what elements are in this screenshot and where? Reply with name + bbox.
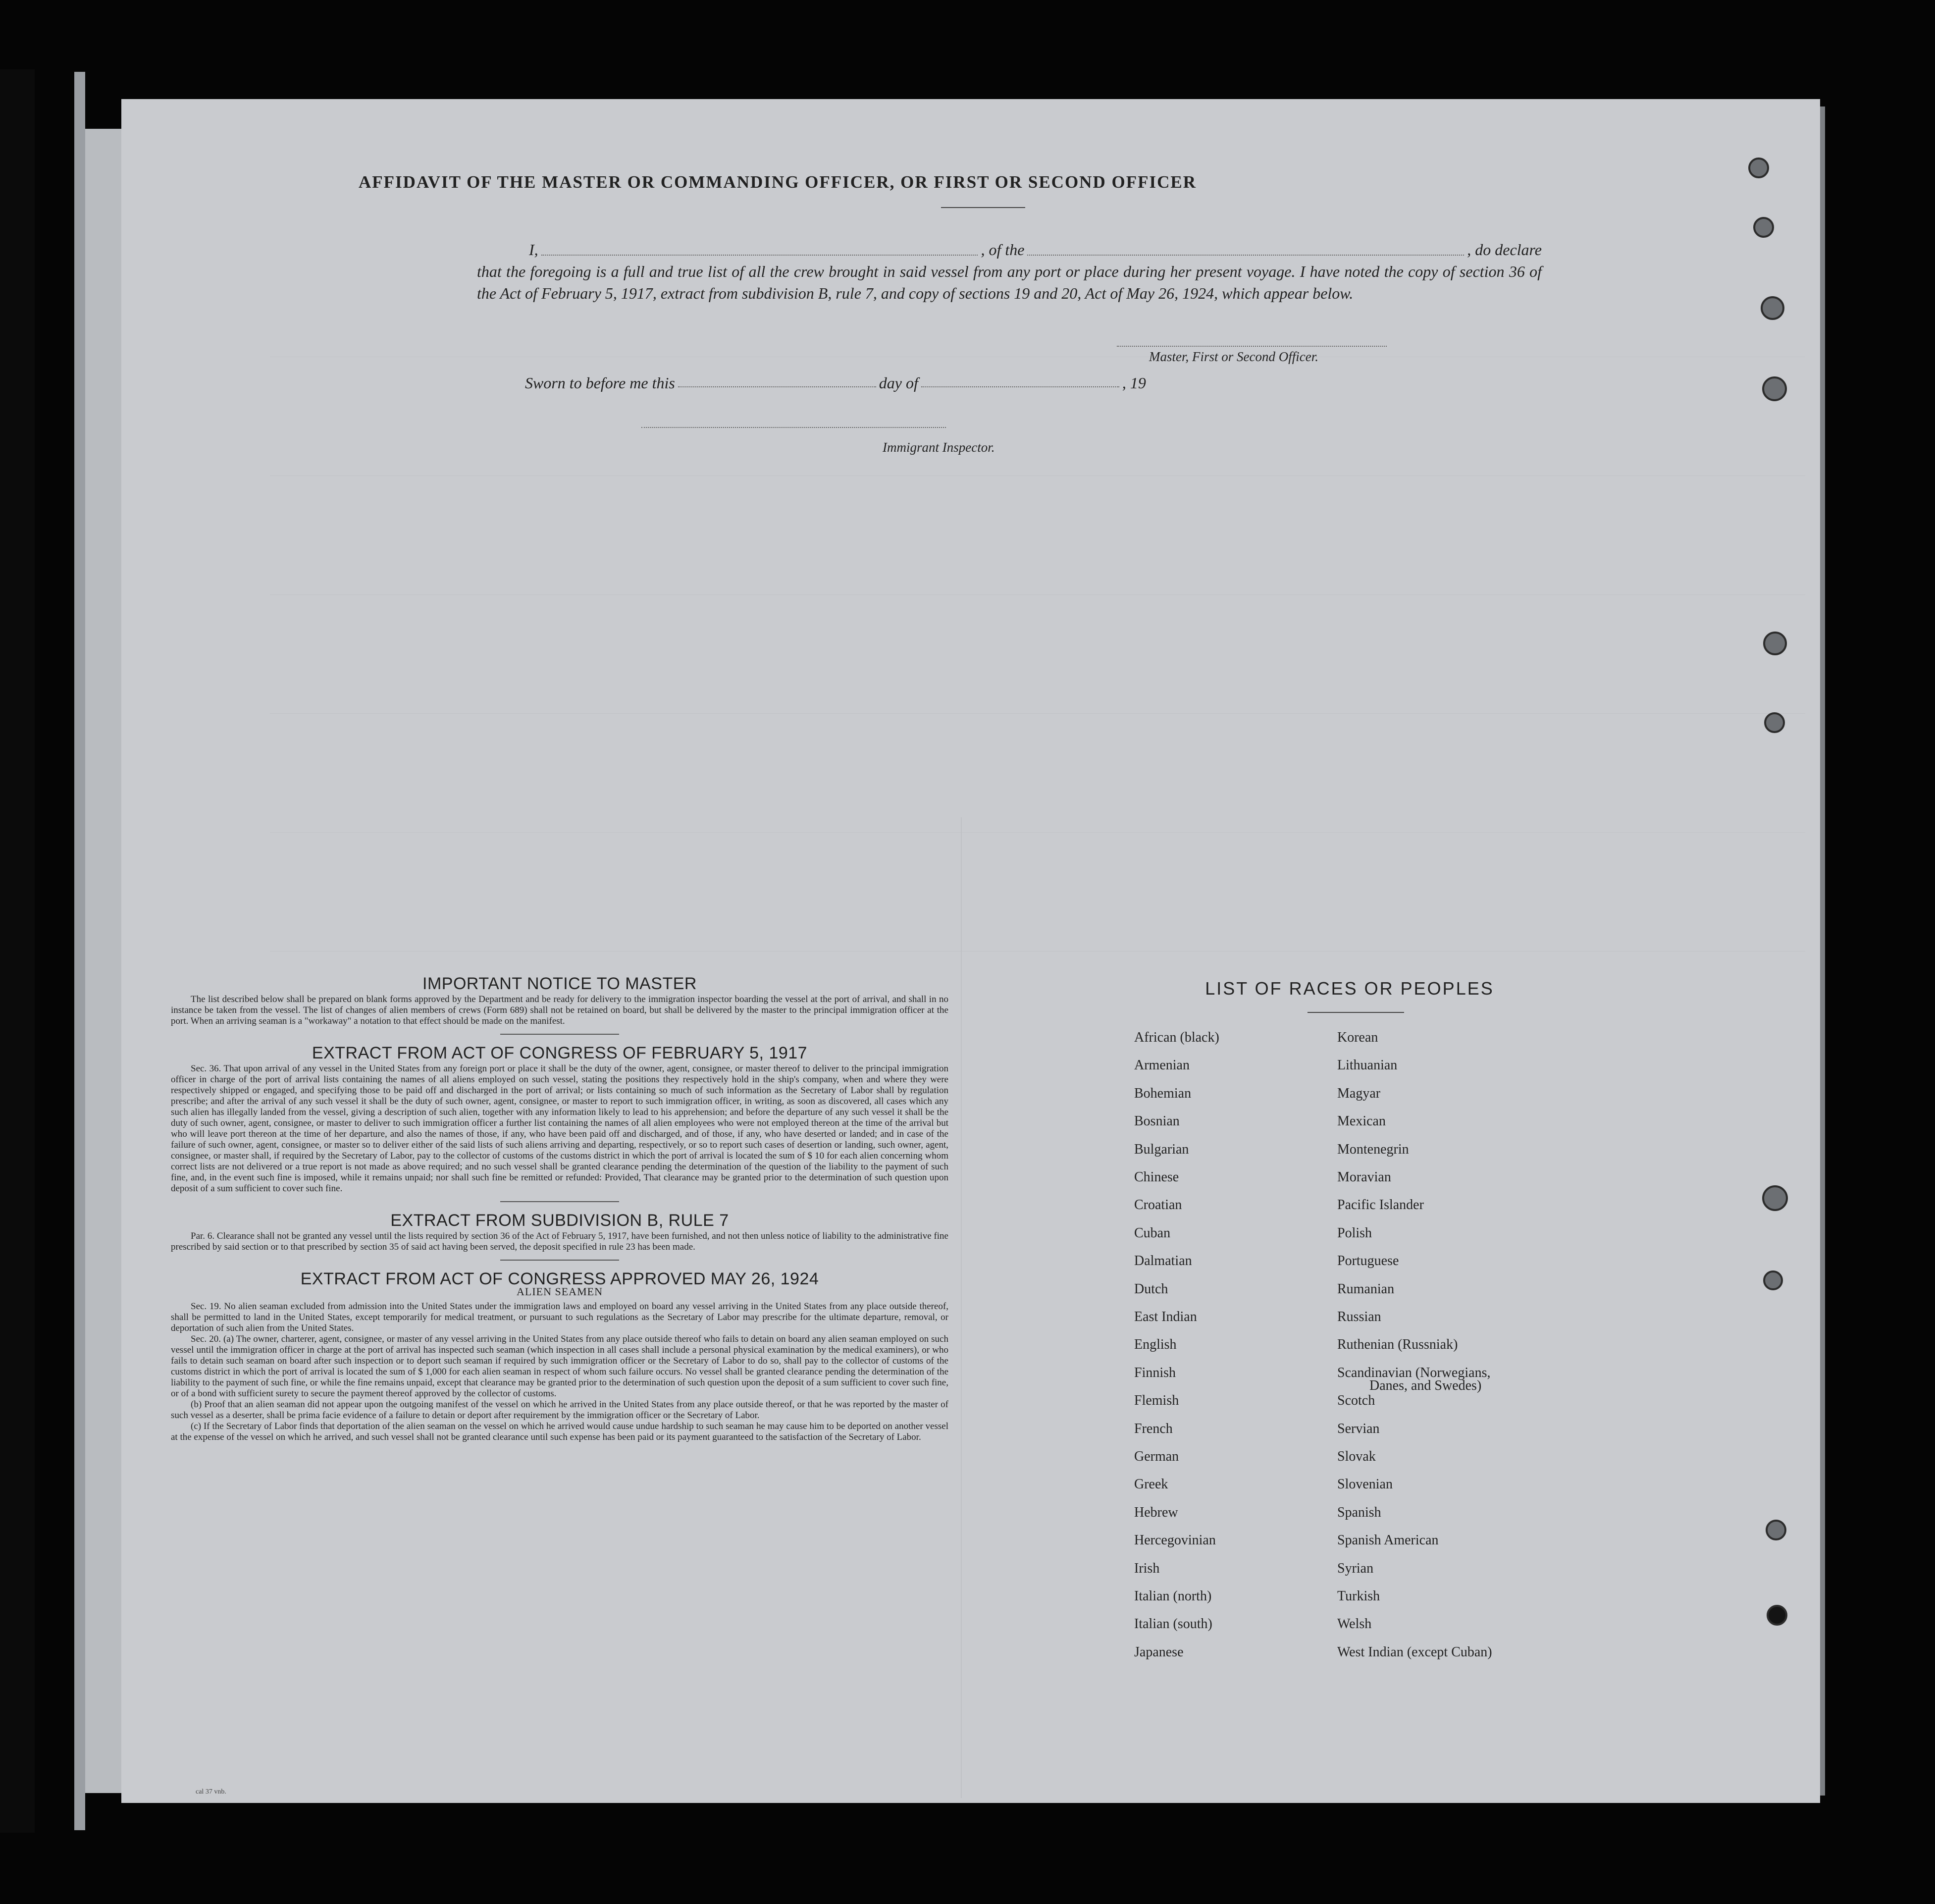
race-item: Slovak	[1337, 1449, 1376, 1464]
title-underline	[941, 207, 1025, 208]
race-item: Lithuanian	[1337, 1058, 1398, 1073]
race-item: Finnish	[1134, 1365, 1176, 1380]
master-name-field[interactable]	[541, 255, 978, 256]
declaration-first-line	[477, 239, 1542, 261]
page-fold-line	[961, 817, 962, 1798]
punch-hole	[1766, 1520, 1786, 1540]
extract-1924-subtitle: ALIEN SEAMEN	[517, 1285, 603, 1298]
race-item: Dutch	[1134, 1281, 1168, 1297]
race-item: Rumanian	[1337, 1281, 1395, 1297]
notice-body: The list described below shall be prepared on blank forms approved by the Department and be ready for delivery to the immigration inspector boarding the vessel at the port of arrival, and shall in no instance be taken from the vessel. The list of changes of alien members of crews (Form 689) shall not be retained on board, but shall be delivered by the master to the principal immigration officer at the port. When an arriving seaman is a "workaway" a notation to that effect should be made on the manifest.	[171, 994, 948, 1026]
sworn-day-of: day of	[879, 374, 918, 392]
race-item: Bohemian	[1134, 1085, 1192, 1101]
race-item: Ruthenian (Russniak)	[1337, 1337, 1458, 1353]
races-title: LIST OF RACES OR PEOPLES	[1205, 978, 1494, 999]
race-item: Magyar	[1337, 1085, 1381, 1101]
race-item: French	[1134, 1421, 1173, 1436]
race-item: Hebrew	[1134, 1504, 1178, 1520]
races-title-underline	[1307, 1012, 1404, 1013]
punch-hole	[1764, 712, 1785, 733]
race-item: Chinese	[1134, 1169, 1179, 1185]
extract-rule7-body: Par. 6. Clearance shall not be granted any vessel until the lists required by section 36 of the Act of February 5, 1917, have been furnished, and not then unless notice of liability to the administrative fine prescribed by said section or to that prescribed by section 35 of said act having been served, the deposit specified in rule 23 has been made.	[171, 1231, 948, 1252]
race-item: Bosnian	[1134, 1113, 1180, 1129]
race-item: English	[1134, 1337, 1177, 1353]
affidavit-declaration	[477, 239, 1542, 304]
section-separator	[500, 1260, 619, 1261]
extract-rule7-title: EXTRACT FROM SUBDIVISION B, RULE 7	[390, 1211, 729, 1230]
extract-1924-sec20c: (c) If the Secretary of Labor finds that deportation of the alien seaman on the vessel on which he arrived would cause undue hardship to such seaman he may cause him to be deported on another vessel at the expense of the vessel on which he arrived, and such vessel shall not be granted clearance until such expense has been paid or its payment guaranteed to the satisfaction of the Secretary of Labor.	[171, 1421, 948, 1442]
race-item: Italian (north)	[1134, 1588, 1212, 1604]
race-item: Croatian	[1134, 1197, 1182, 1213]
race-item: Cuban	[1134, 1225, 1171, 1241]
binder-strip	[0, 69, 35, 1833]
punch-hole	[1762, 376, 1787, 401]
declaration-body: that the foregoing is a full and true list of all the crew brought in said vessel from any port or place during her present voyage. I have noted the copy of section 36 of the Act of February 5, 1917, extract from subdivision B, rule 7, and copy of sections 19 and 20, Act of May 26, 1924, which appear below.	[477, 263, 1542, 302]
race-item: African (black)	[1134, 1030, 1219, 1045]
extract-1924-sec19: Sec. 19. No alien seaman excluded from admission into the United States under the immigration laws and employed on board any vessel arriving in the United States from any place outside thereof, shall be permitted to land in the United States, except temporarily for medical treatment, or pursuant to such regulations as the Secretary of Labor may prescribe for the ultimate departure, removal, or deportation of such alien from the United States.	[171, 1301, 948, 1333]
race-item: Welsh	[1337, 1616, 1372, 1632]
race-item: Polish	[1337, 1225, 1372, 1241]
race-item: Scandinavian (Norwegians,	[1337, 1365, 1491, 1380]
punch-hole	[1767, 1605, 1787, 1626]
race-item: Danes, and Swedes)	[1369, 1377, 1482, 1393]
race-item: Korean	[1337, 1030, 1378, 1045]
race-item: Greek	[1134, 1477, 1168, 1492]
inspector-signature-field[interactable]	[641, 427, 946, 428]
printer-mark: cal 37 vnb.	[196, 1788, 226, 1796]
race-item: German	[1134, 1449, 1179, 1464]
race-item: Japanese	[1134, 1644, 1184, 1660]
race-item: Pacific Islander	[1337, 1197, 1424, 1213]
document-page	[121, 99, 1820, 1803]
race-item: Turkish	[1337, 1588, 1380, 1604]
vessel-name-field[interactable]	[1027, 255, 1464, 256]
affidavit-title: AFFIDAVIT OF THE MASTER OR COMMANDING OFFICER, OR FIRST OR SECOND OFFICER	[359, 172, 1197, 192]
punch-hole	[1748, 158, 1769, 178]
notices-column	[171, 974, 948, 1443]
punch-hole	[1763, 1270, 1783, 1290]
race-item: Spanish	[1337, 1504, 1381, 1520]
extract-1924-title: EXTRACT FROM ACT OF CONGRESS APPROVED MAY 26, 1924	[300, 1269, 819, 1288]
extract-1924-sec20a: Sec. 20. (a) The owner, charterer, agent, consignee, or master of any vessel arriving in the United States from any place outside thereof who fails to detain on board any alien seaman employed on such vessel until the immigration officer in charge at the port of arrival has inspected such seaman (which inspection in all cases shall include a personal physical examination by the medical examiners), or who fails to detain such seaman on board after such inspection or to deport such seaman if required by such immigration officer or the Secretary of Labor to do so, shall pay to the collector of customs of the customs district in which the port of arrival is located the sum of $ 1,000 for each alien seaman in respect of whom such failure occurs. No vessel shall be granted clearance pending the determination of the liability to the payment of such fine, or while the fine remains unpaid, except that clearance may be granted prior to the determination of such question upon the deposit of a sum sufficient to cover such fine, or of a bond with sufficient surety to secure the payment thereof approved by the collector of customs.	[171, 1334, 948, 1399]
race-item: East Indian	[1134, 1309, 1197, 1324]
extract-1924-sec20b: (b) Proof that an alien seaman did not appear upon the outgoing manifest of the vessel on which he arrived in the United States from any place outside thereof, or that he was reported by the master of such vessel as a deserter, shall be prima facie evidence of a failure to detain or deport after requirement by the immigration officer or the Secretary of Labor.	[171, 1399, 948, 1421]
bleed-through-rule	[270, 951, 1805, 952]
page-right-edge	[1820, 106, 1825, 1796]
race-item: Dalmatian	[1134, 1253, 1192, 1269]
race-item: Italian (south)	[1134, 1616, 1212, 1632]
race-item: Syrian	[1337, 1560, 1374, 1576]
race-item: Armenian	[1134, 1058, 1190, 1073]
declaration-do-declare: , do declare	[1467, 241, 1542, 259]
sworn-prefix: Sworn to before me this	[525, 374, 675, 392]
sworn-year: , 19	[1122, 374, 1146, 392]
race-item: Russian	[1337, 1309, 1381, 1324]
punch-hole	[1763, 632, 1787, 655]
punch-hole	[1762, 1185, 1788, 1211]
race-item: Bulgarian	[1134, 1141, 1189, 1157]
sworn-line	[525, 374, 1199, 392]
extract-1917-body: Sec. 36. That upon arrival of any vessel in the United States from any foreign port or place it shall be the duty of the owner, agent, consignee, or master thereof to deliver to the principal immigration officer in charge of the port of arrival lists containing the names of all aliens employed on such vessel, stating the positions they respectively hold in the ship's company, when and where they were respectively shipped or engaged, and specifying those to be paid off and discharged in the port of arrival; or lists containing so much of such information as the Secretary of Labor shall by regulation prescribe; and after the arrival of any such vessel it shall be the duty of such owner, agent, consignee, or master to report to such immigration officer, in writing, as soon as discovered, all cases which any such alien has illegally landed from the vessel, giving a description of such alien, together with any information likely to lead to his apprehension; and before the departure of any such vessel it shall be the duty of such owner, agent, consignee, or master to deliver to such immigration officer a further list containing the names of all alien employees who were not employed thereon at the time of the arrival but who will leave port thereon at the time of her departure, and also the names of those, if any, who have been paid off and discharged, and of those, if any, who have deserted or landed; and in case of the failure of such owner, agent, consignee, or master so to deliver either of the said lists of such aliens arriving and departing, respectively, or so to report such cases of desertion or landing, such owner, agent, consignee, or master shall, if required by the Secretary of Labor, pay to the collector of customs of the customs district in which the port of arrival is located the sum of $ 10 for each alien concerning whom correct lists are not delivered or a true report is not made as above required; and no such vessel shall be granted clearance pending the determination of the question of the liability to the payment of such fine, and, in the event such fine is imposed, while it remains unpaid; nor shall such fine be remitted or refunded: Provided, That clearance may be granted prior to the determination of such question upon deposit of a sum sufficient to cover such fine.	[171, 1063, 948, 1194]
race-item: Flemish	[1134, 1393, 1179, 1409]
punch-hole	[1761, 296, 1784, 320]
section-separator	[500, 1034, 619, 1035]
declaration-i: I,	[529, 241, 538, 259]
sworn-day-field[interactable]	[678, 386, 876, 387]
declaration-of-the: , of the	[981, 241, 1025, 259]
master-signature-field[interactable]	[1117, 346, 1387, 347]
race-item: Irish	[1134, 1560, 1160, 1576]
binder-edge	[74, 72, 85, 1830]
notice-title: IMPORTANT NOTICE TO MASTER	[422, 974, 697, 993]
punch-hole	[1753, 217, 1774, 238]
sworn-month-field[interactable]	[921, 386, 1119, 387]
race-item: Mexican	[1337, 1113, 1386, 1129]
bleed-through-rule	[270, 713, 1805, 714]
race-item: Portuguese	[1337, 1253, 1399, 1269]
race-item: Servian	[1337, 1421, 1380, 1436]
race-item: West Indian (except Cuban)	[1337, 1644, 1492, 1660]
race-item: Scotch	[1337, 1393, 1375, 1409]
bleed-through-rule	[270, 832, 1805, 833]
race-item: Montenegrin	[1337, 1141, 1409, 1157]
extract-1917-title: EXTRACT FROM ACT OF CONGRESS OF FEBRUARY 5, 1917	[312, 1044, 808, 1062]
bleed-through-rule	[270, 594, 1805, 595]
race-item: Spanish American	[1337, 1533, 1439, 1548]
race-item: Moravian	[1337, 1169, 1391, 1185]
inspector-signature-label: Immigrant Inspector.	[883, 440, 995, 455]
master-signature-label: Master, First or Second Officer.	[1149, 349, 1318, 364]
race-item: Hercegovinian	[1134, 1533, 1216, 1548]
section-separator	[500, 1201, 619, 1202]
race-item: Slovenian	[1337, 1477, 1393, 1492]
